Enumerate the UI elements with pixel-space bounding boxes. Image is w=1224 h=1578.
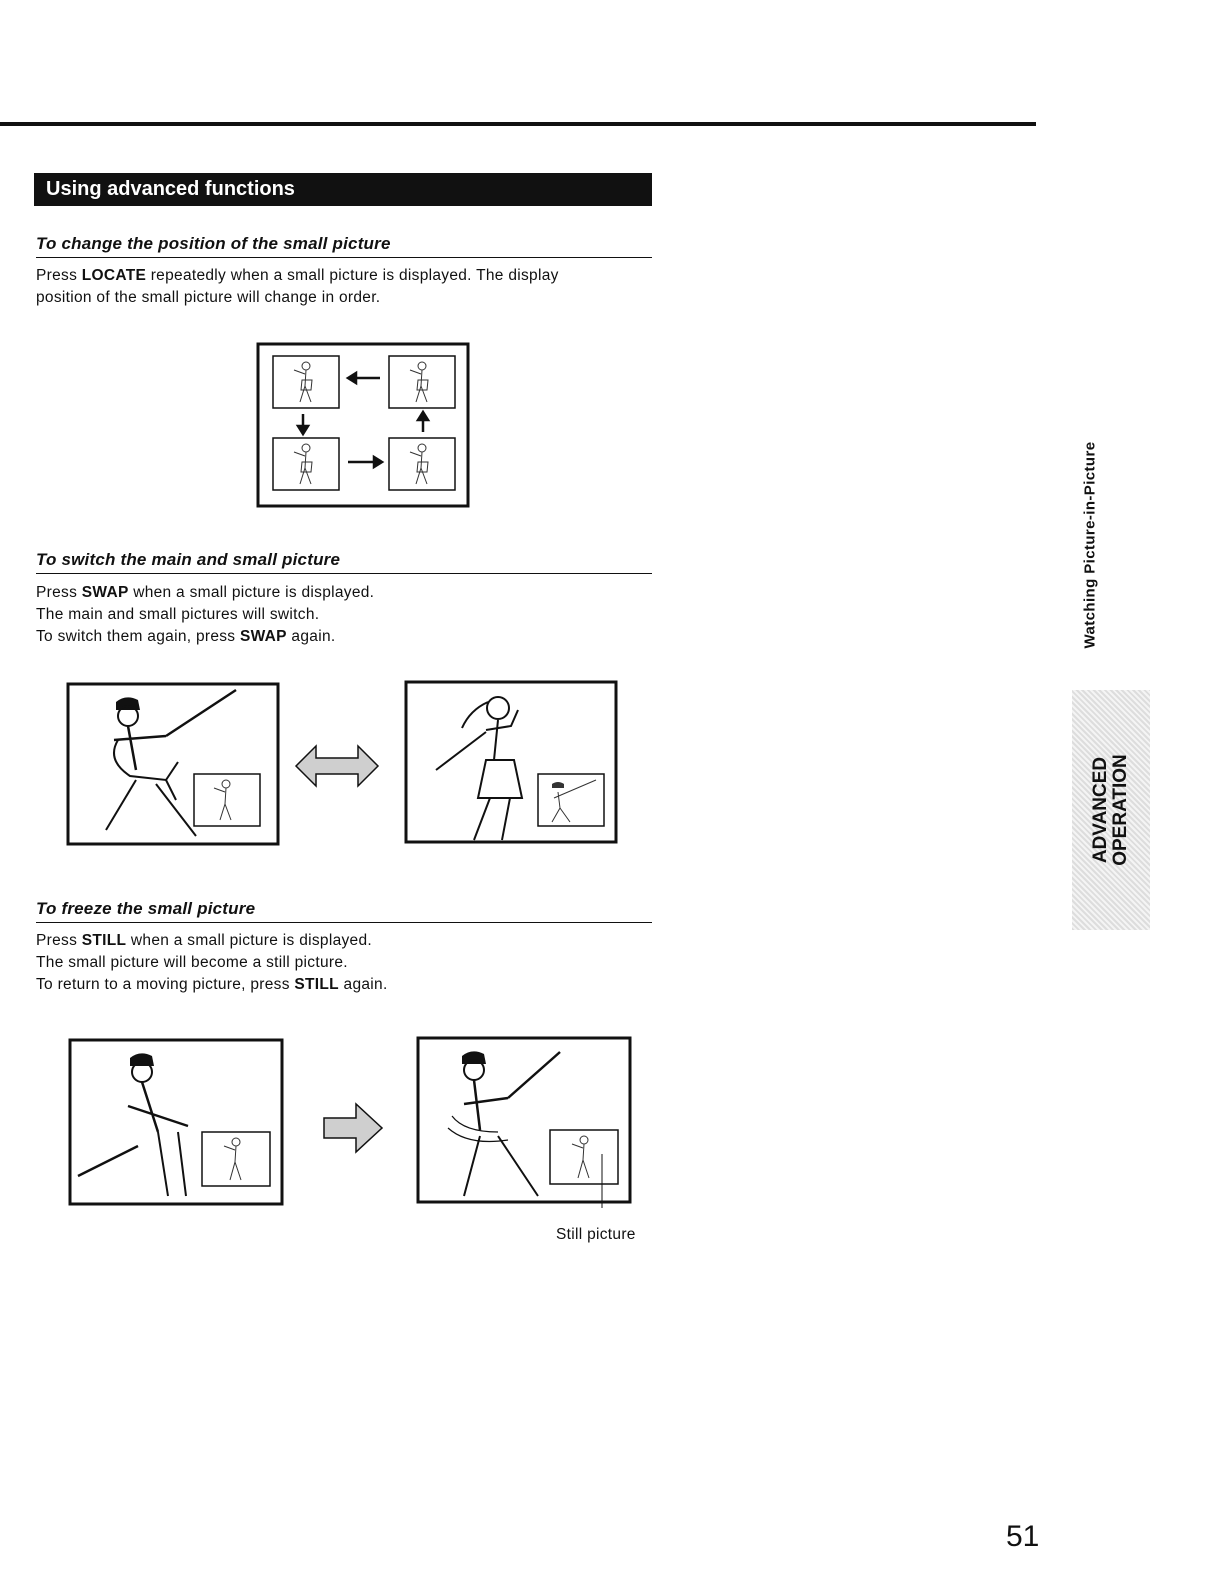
- still-arrow: [324, 1104, 382, 1152]
- chapter-side-tab: Watching Picture-in-Picture: [1081, 441, 1099, 649]
- swap-heading: To switch the main and small picture: [36, 550, 652, 574]
- swap-diagram: [66, 680, 622, 848]
- pip-position-top-left: [273, 356, 339, 408]
- locate-key: LOCATE: [81, 267, 147, 284]
- screen-still-after: [418, 1038, 630, 1208]
- locate-heading: To change the position of the small picture: [36, 234, 652, 258]
- swap-double-arrow: [296, 746, 378, 786]
- swap-instructions: Press SWAP when a small picture is displayed. The main and small pictures will switch. To switch them again, press SWAP again.: [36, 584, 375, 645]
- still-key: STILL: [81, 932, 127, 949]
- still-picture-caption: Still picture: [556, 1226, 636, 1243]
- pip-position-top-right: [389, 356, 455, 408]
- pip-position-bottom-right: [389, 438, 455, 490]
- still-heading: To freeze the small picture: [36, 899, 652, 923]
- section-title: Using advanced functions: [34, 173, 652, 206]
- screen-golfer-main: [406, 682, 616, 842]
- still-instructions: Press STILL when a small picture is displayed. The small picture will become a still picture. To return to a moving picture, press STILL again.: [36, 932, 388, 993]
- pip-position-bottom-left: [273, 438, 339, 490]
- part-side-tab: ADVANCED OPERATION: [1072, 690, 1150, 930]
- page-number: 51: [1006, 1520, 1040, 1553]
- still-key-2: STILL: [294, 976, 339, 993]
- screen-moving-before: [70, 1040, 282, 1204]
- swap-key: SWAP: [81, 584, 129, 601]
- still-diagram: [68, 1036, 634, 1208]
- swap-key-2: SWAP: [239, 628, 287, 645]
- locate-position-diagram: [256, 342, 470, 508]
- locate-instructions: Press LOCATE repeatedly when a small picture is displayed. The display position of the small picture will change in order.: [36, 267, 559, 306]
- header-rule: [0, 122, 1036, 126]
- screen-batter-main: [68, 684, 278, 844]
